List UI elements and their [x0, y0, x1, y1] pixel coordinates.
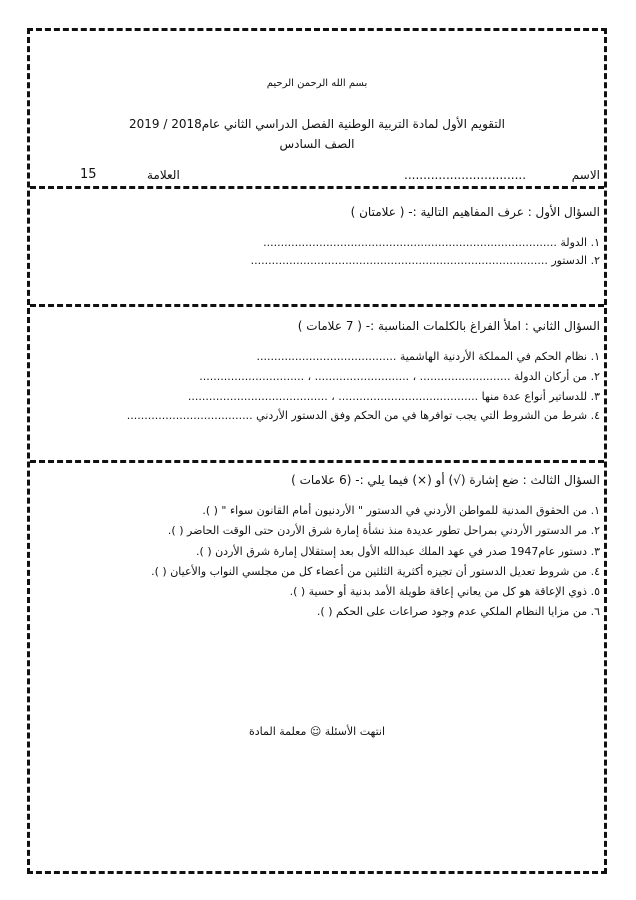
- name-label: الاسم: [571, 168, 600, 182]
- mark-label: العلامة: [147, 168, 180, 182]
- q1-item-1: ١. الدولة ....................................................................................: [263, 236, 600, 249]
- basmala: بسم الله الرحمن الرحيم: [266, 78, 368, 89]
- q2-item-4: ٤. شرط من الشروط التي يجب توافرها في من الحكم وفق الدستور الأردني ....................................: [126, 409, 600, 422]
- q2-item-1: ١. نظام الحكم في المملكة الأردنية الهاشمية ........................................: [256, 350, 600, 363]
- page-border: [27, 28, 607, 874]
- q3-item-3: ٣. دستور عام1947 صدر في عهد الملك عبدالله الأول بعد إستقلال إمارة شرق الأردن ( ).: [196, 545, 600, 558]
- closing-note: انتهت الأسئلة ☺ معلمة المادة: [248, 725, 386, 738]
- name-field[interactable]: ................................: [404, 168, 527, 182]
- mark-value: 15: [80, 167, 97, 182]
- q3-heading: السؤال الثالث : ضع إشارة (√) أو (×) فيما يلي :- (6 علامات ): [291, 473, 600, 487]
- exam-title: التقويم الأول لمادة التربية الوطنية الفصل الدراسي الثاني عام2018 / 2019: [129, 117, 505, 131]
- q1-item-2: ٢. الدستور .....................................................................................: [250, 254, 600, 267]
- q2-item-3: ٣. للدساتير أنواع عدة منها ........................................ ، ........................................: [187, 390, 600, 403]
- divider: [30, 186, 604, 189]
- q1-heading: السؤال الأول : عرف المفاهيم التالية :- ( علامتان ): [350, 205, 600, 219]
- grade-label: الصف السادس: [279, 137, 355, 151]
- q3-item-5: ٥. ذوي الإعاقة هو كل من يعاني إعاقة طويلة الأمد بدنية أو حسية ( ).: [289, 585, 600, 598]
- divider: [30, 460, 604, 463]
- q3-item-2: ٢. مر الدستور الأردني بمراحل تطور عديدة منذ نشأة إمارة شرق الأردن حتى الوقت الحاضر ( ).: [167, 524, 600, 537]
- q2-heading: السؤال الثاني : املأ الفراغ بالكلمات المناسبة :- ( 7 علامات ): [297, 319, 600, 333]
- q3-item-1: ١. من الحقوق المدنية للمواطن الأردني في الدستور " الأردنيون أمام القانون سواء " ( ).: [202, 504, 600, 517]
- q2-item-2: ٢. من أركان الدولة .......................... ، ........................... ، ..............................: [199, 370, 600, 383]
- q3-item-6: ٦. من مزايا النظام الملكي عدم وجود صراعات على الحكم ( ).: [316, 605, 600, 618]
- divider: [30, 304, 604, 307]
- q3-item-4: ٤. من شروط تعديل الدستور أن تجيزه أكثرية الثلثين من أعضاء كل من مجلسي النواب والأعيان ( ).: [151, 565, 600, 578]
